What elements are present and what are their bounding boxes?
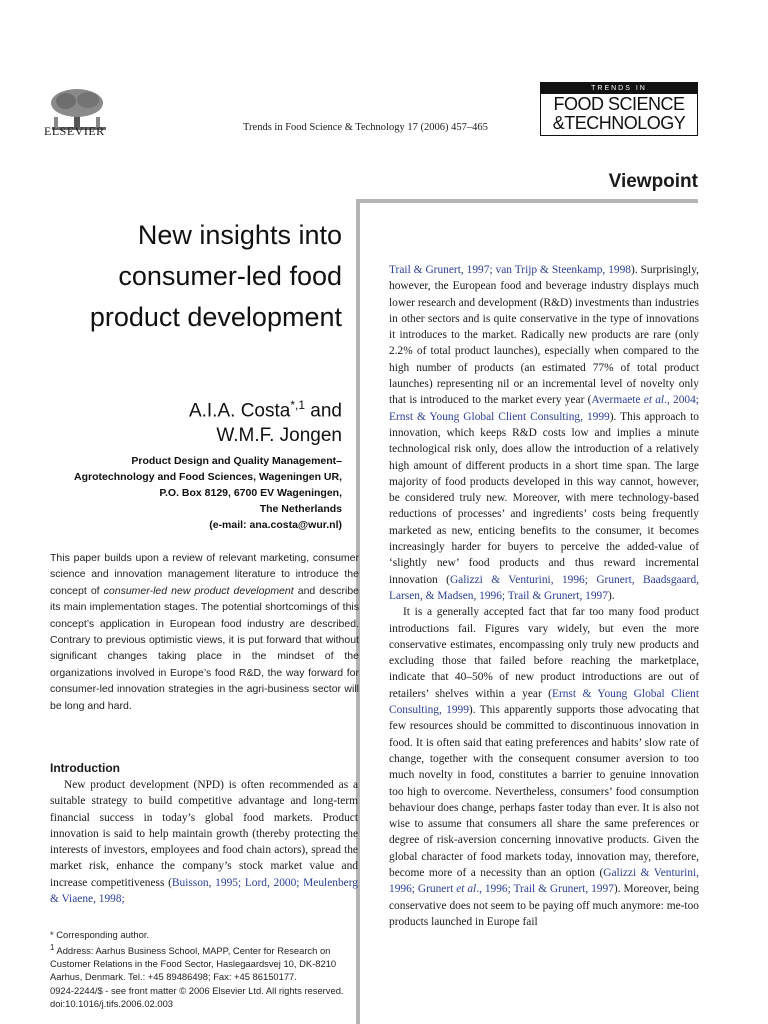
intro-body bbox=[50, 777, 358, 907]
citation-link[interactable]: Trail & Grunert, 1997; van Trijp & Steenkamp, 1998 bbox=[389, 264, 631, 276]
author-list bbox=[40, 393, 342, 448]
section-label: Viewpoint bbox=[608, 171, 698, 192]
abstract-emphasis: consumer-led new product development bbox=[103, 584, 294, 597]
doi[interactable]: doi:10.1016/j.tifs.2006.02.003 bbox=[50, 997, 174, 1009]
right-column bbox=[389, 262, 699, 930]
paragraph-text: ). Moreover, being conservative does not seem to be paying off much anymore: me-too products launched in Europe fail bbox=[389, 883, 699, 928]
author-name: W.M.F. Jongen bbox=[216, 425, 342, 447]
author-name: A.I.A. Costa bbox=[188, 400, 291, 422]
paragraph-text: ). This apparently supports those advocating that few resources should be committed to discontinuous innovation in food. It is often said that eating preferences and habits’ slow rate of change, together with the consequent consumer aversion to too much novelty in food, constitutes a barrier to genuine innovation too high to overcome. Nevertheless, consumers’ food consumption behaviour does change, perhaps faster today than ever. It is also not wise to assume that consumers all share the same preferences or degree of risk-aversion concerning innovative products. Given the global character of food markets today, innovation may, therefore, become more of a necessity than an option ( bbox=[389, 704, 699, 879]
citation-link[interactable]: Avermaete bbox=[591, 394, 644, 407]
affiliation-line: Agrotechnology and Food Sciences, Wageningen UR, bbox=[74, 471, 342, 483]
footnote-corresponding: * Corresponding author. bbox=[50, 929, 150, 940]
author-conjunction: and bbox=[305, 400, 342, 422]
paragraph-text: ). This approach to innovation, which keeps R&D costs low and implies a minute technological risk only, does allow the introduction of a relatively high amount of different products in a short time span. The large majority of food products developed in this way cannot, however, be considered truly new. Moreover, with mere technology-based reductions of processes’ and ingredients’ costs being frequently marketed as new, enticing benefits to the consumer, it becomes increasingly harder for buyers to perceive the added-value of ‘slightly new’ food products and thus reward incremental innovation ( bbox=[389, 410, 699, 586]
footnote-address bbox=[50, 941, 358, 983]
paragraph-text: ). bbox=[607, 589, 615, 602]
abstract bbox=[50, 550, 359, 714]
citation-link[interactable]: ., 1996; Trail & Grunert, 1997 bbox=[476, 883, 614, 896]
email-address[interactable]: (e-mail: ana.costa@wur.nl) bbox=[209, 519, 342, 531]
abstract-text: This paper builds upon a review of relevant marketing, consumer science and innovation management literature to introduce the concept of bbox=[50, 552, 359, 597]
journal-logo bbox=[540, 82, 698, 136]
paragraph-text: It is a generally accepted fact that far too many food product introductions fail. Figures vary widely, but even the more conservative estimates, encompassing only truly new products and excluding those that failed before reaching the marketplace, indicate that 40–50% of new product introductions are out of retailers’ shelves within a year ( bbox=[389, 606, 699, 700]
citation-link[interactable]: et al bbox=[456, 883, 477, 896]
paragraph bbox=[50, 777, 358, 907]
citation-link[interactable]: ., 2004; Ernst & Young Global Client Consulting, 1999 bbox=[389, 394, 699, 423]
journal-logo-top: TRENDS IN bbox=[541, 83, 697, 94]
paragraph bbox=[389, 262, 699, 604]
citation-link[interactable]: Galizzi & Venturini, 1996; Grunert bbox=[389, 866, 699, 896]
citation-link[interactable]: Buisson, 1995; Lord, 2000; Meulenberg & Viaene, 1998; bbox=[50, 876, 358, 906]
journal-reference: Trends in Food Science & Technology 17 (2006) 457–465 bbox=[243, 122, 488, 133]
affiliation-line: P.O. Box 8129, 6700 EV Wageningen, bbox=[159, 487, 342, 499]
paragraph bbox=[389, 604, 699, 930]
citation-link[interactable]: Ernst & Young Global Client Consulting, 1999 bbox=[389, 687, 699, 717]
section-heading: Introduction bbox=[50, 761, 120, 775]
author-marks: *,1 bbox=[290, 398, 306, 412]
affiliation bbox=[30, 453, 342, 533]
citation-link[interactable]: et al bbox=[643, 394, 665, 407]
copyright-line: 0924-2244/$ - see front matter © 2006 Elsevier Ltd. All rights reserved. bbox=[50, 985, 344, 996]
footnote-mark: 1 bbox=[50, 943, 55, 952]
paragraph-text: ). Surprisingly, however, the European food and beverage industry displays much lower research and development (R&D) investments than industries in other sectors and is quite conservative in the type of innovations it introduces to the market. Radically new products are rare (only 2.2% of total product launches), especially when compared to the high number of products (an estimated 77% of total product launches) representing nil or an incremental level of novelty only that is introduced to the market every year ( bbox=[389, 264, 700, 407]
abstract-text: and describe its main implementation stages. The potential shortcomings of this concept’s application in European food industry are described. Contrary to previous optimistic views, it is put forward that without significant changes taking place in the mindset of the organizations involved in Europe’s food R&D, the way forward for consumer-led innovation strategies in the agri-business sector will be long and hard. bbox=[50, 584, 359, 712]
horizontal-rule bbox=[356, 199, 698, 203]
affiliation-line: The Netherlands bbox=[259, 503, 342, 515]
footnote-text: Address: Aarhus Business School, MAPP, Center for Research on Customer Relations in the Food Sector, Haslegaardsvej 10, DK-8210 Aarhus, Denmark. Tel.: +45 89486498; Fax: +45 86150177. bbox=[50, 945, 337, 983]
journal-logo-line1: FOOD SCIENCE bbox=[553, 94, 685, 114]
publisher-name: ELSEVIER bbox=[44, 124, 105, 138]
paragraph-text: New product development (NPD) is often recommended as a suitable strategy to build competitive advantage and long-term financial success in today’s global food markets. Product innovation is said to help maintain growth (thereby protecting the interests of investors, employees and food chain actors), spread the market risk, enhance the company’s stock market value and increase competitiveness ( bbox=[50, 779, 358, 889]
article-title: New insights into consumer-led food product development bbox=[89, 220, 342, 332]
copyright-block bbox=[50, 985, 358, 1010]
citation-link[interactable]: Galizzi & Venturini, 1996; Grunert, Baadsgaard, Larsen, & Madsen, 1996; Trail & Grunert, 1997 bbox=[389, 573, 699, 602]
journal-logo-line2: &TECHNOLOGY bbox=[552, 113, 686, 133]
affiliation-line: Product Design and Quality Management– bbox=[131, 455, 342, 467]
footnotes bbox=[50, 928, 358, 983]
